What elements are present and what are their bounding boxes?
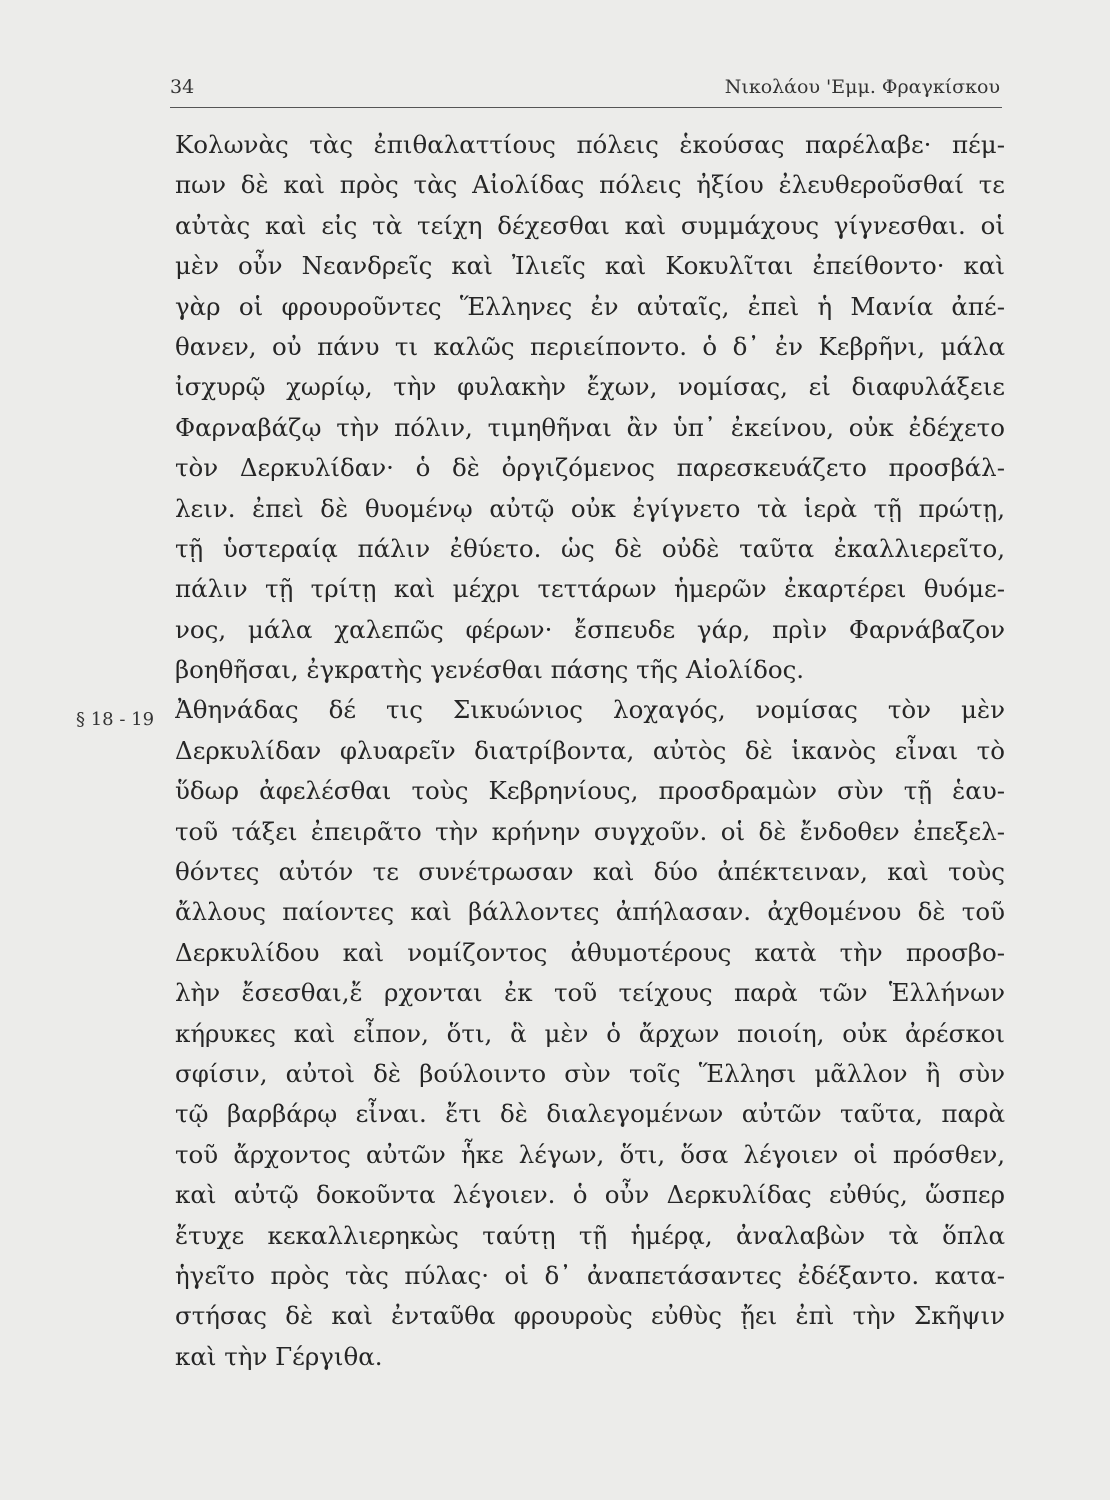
text-line: ἄλλους παίοντες καὶ βάλλοντες ἀπήλασαν. ἀχθομένου δὲ τοῦ (175, 897, 1005, 927)
body-text (175, 125, 1005, 1377)
text-line: στήσας δὲ καὶ ἐνταῦθα φρουροὺς εὐθὺς ᾔει ἐπὶ τὴν Σκῆψιν (175, 1301, 1005, 1331)
running-head: Νικολάου 'Εμμ. Φραγκίσκου (724, 76, 1000, 98)
text-line: Κολωνὰς τὰς ἐπιθαλαττίους πόλεις ἑκούσας παρέλαβε· πέμ- (175, 130, 1005, 159)
text-line: κήρυκες καὶ εἶπον, ὅτι, ἃ μὲν ὁ ἄρχων ποιοίη, οὐκ ἀρέσκοι (175, 1018, 1005, 1048)
text-line: Ἀθηνάδας δέ τις Σικυώνιος λοχαγός, νομίσας τὸν μὲν (175, 695, 1005, 725)
text-line: Δερκυλίδου καὶ νομίζοντος ἀθυμοτέρους κατὰ τὴν προσβο- (175, 937, 1005, 967)
text-line: ἰσχυρῷ χωρίῳ, τὴν φυλακὴν ἔχων, νομίσας, εἰ διαφυλάξειε (175, 372, 1005, 402)
text-line: πάλιν τῇ τρίτῃ καὶ μέχρι τεττάρων ἡμερῶν ἐκαρτέρει θυόμε- (175, 574, 1005, 604)
text-line: Φαρναβάζῳ τὴν πόλιν, τιμηθῆναι ἂν ὑπ᾽ ἐκείνου, οὐκ ἐδέχετο (175, 412, 1005, 442)
text-line: νος, μάλα χαλεπῶς φέρων· ἔσπευδε γάρ, πρὶν Φαρνάβαζον (175, 614, 1005, 644)
text-line: μὲν οὖν Νεανδρεῖς καὶ Ἰλιεῖς καὶ Κοκυλῖται ἐπείθοντο· καὶ (175, 251, 1005, 281)
margin-section-reference: § 18 - 19 (76, 709, 155, 730)
text-line: Δερκυλίδαν φλυαρεῖν διατρίβοντα, αὐτὸς δὲ ἱκανὸς εἶναι τὸ (175, 735, 1005, 765)
text-line: ἡγεῖτο πρὸς τὰς πύλας· οἱ δ᾽ ἀναπετάσαντες ἐδέξαντο. κατα- (175, 1260, 1005, 1290)
text-line: ὕδωρ ἀφελέσθαι τοὺς Κεβρηνίους, προσδραμὼν σὺν τῇ ἑαυ- (175, 776, 1005, 806)
text-line: τῷ βαρβάρῳ εἶναι. ἔτι δὲ διαλεγομένων αὐτῶν ταῦτα, παρὰ (175, 1099, 1005, 1129)
text-line: ἔτυχε κεκαλλιερηκὼς ταύτῃ τῇ ἡμέρᾳ, ἀναλαβὼν τὰ ὅπλα (175, 1220, 1005, 1250)
text-line: λειν. ἐπεὶ δὲ θυομένῳ αὐτῷ οὐκ ἐγίγνετο τὰ ἱερὰ τῇ πρώτῃ, (175, 493, 1005, 523)
text-line: τὸν Δερκυλίδαν· ὁ δὲ ὀργιζόμενος παρεσκευάζετο προσβάλ- (175, 453, 1005, 483)
text-line: τοῦ ἄρχοντος αὐτῶν ἧκε λέγων, ὅτι, ὅσα λέγοιεν οἱ πρόσθεν, (175, 1139, 1005, 1169)
text-line: τῇ ὑστεραίᾳ πάλιν ἐθύετο. ὡς δὲ οὐδὲ ταῦτα ἐκαλλιερεῖτο, (175, 533, 1005, 563)
text-line: πων δὲ καὶ πρὸς τὰς Αἰολίδας πόλεις ἠξίου ἐλευθεροῦσθαί τε (175, 170, 1005, 200)
text-line: λὴν ἔσεσθαι,ἔ ρχονται ἐκ τοῦ τείχους παρὰ τῶν Ἑλλήνων (175, 978, 1005, 1008)
text-line: καὶ αὐτῷ δοκοῦντα λέγοιεν. ὁ οὖν Δερκυλίδας εὐθύς, ὥσπερ (175, 1180, 1005, 1210)
header-rule (170, 107, 1002, 108)
text-line: θανεν, οὐ πάνυ τι καλῶς περιείποντο. ὁ δ᾽ ἐν Κεβρῆνι, μάλα (175, 331, 1005, 361)
text-line: σφίσιν, αὐτοὶ δὲ βούλοιντο σὺν τοῖς Ἕλλησι μᾶλλον ἢ σὺν (175, 1058, 1005, 1088)
text-line: τοῦ τάξει ἐπειρᾶτο τὴν κρήνην συγχοῦν. οἱ δὲ ἔνδοθεν ἐπεξελ- (175, 816, 1005, 846)
page-header (170, 76, 1000, 106)
text-line: γὰρ οἱ φρουροῦντες Ἕλληνες ἐν αὐταῖς, ἐπεὶ ἡ Μανία ἀπέ- (175, 291, 1005, 321)
page-number: 34 (170, 76, 195, 98)
text-line: αὐτὰς καὶ εἰς τὰ τείχη δέχεσθαι καὶ συμμάχους γίγνεσθαι. οἱ (175, 210, 1005, 240)
text-line: βοηθῆσαι, ἐγκρατὴς γενέσθαι πάσης τῆς Αἰολίδος. (175, 655, 805, 685)
text-line: θόντες αὐτόν τε συνέτρωσαν καὶ δύο ἀπέκτειναν, καὶ τοὺς (175, 857, 1005, 887)
text-line: καὶ τὴν Γέργιθα. (175, 1341, 383, 1371)
